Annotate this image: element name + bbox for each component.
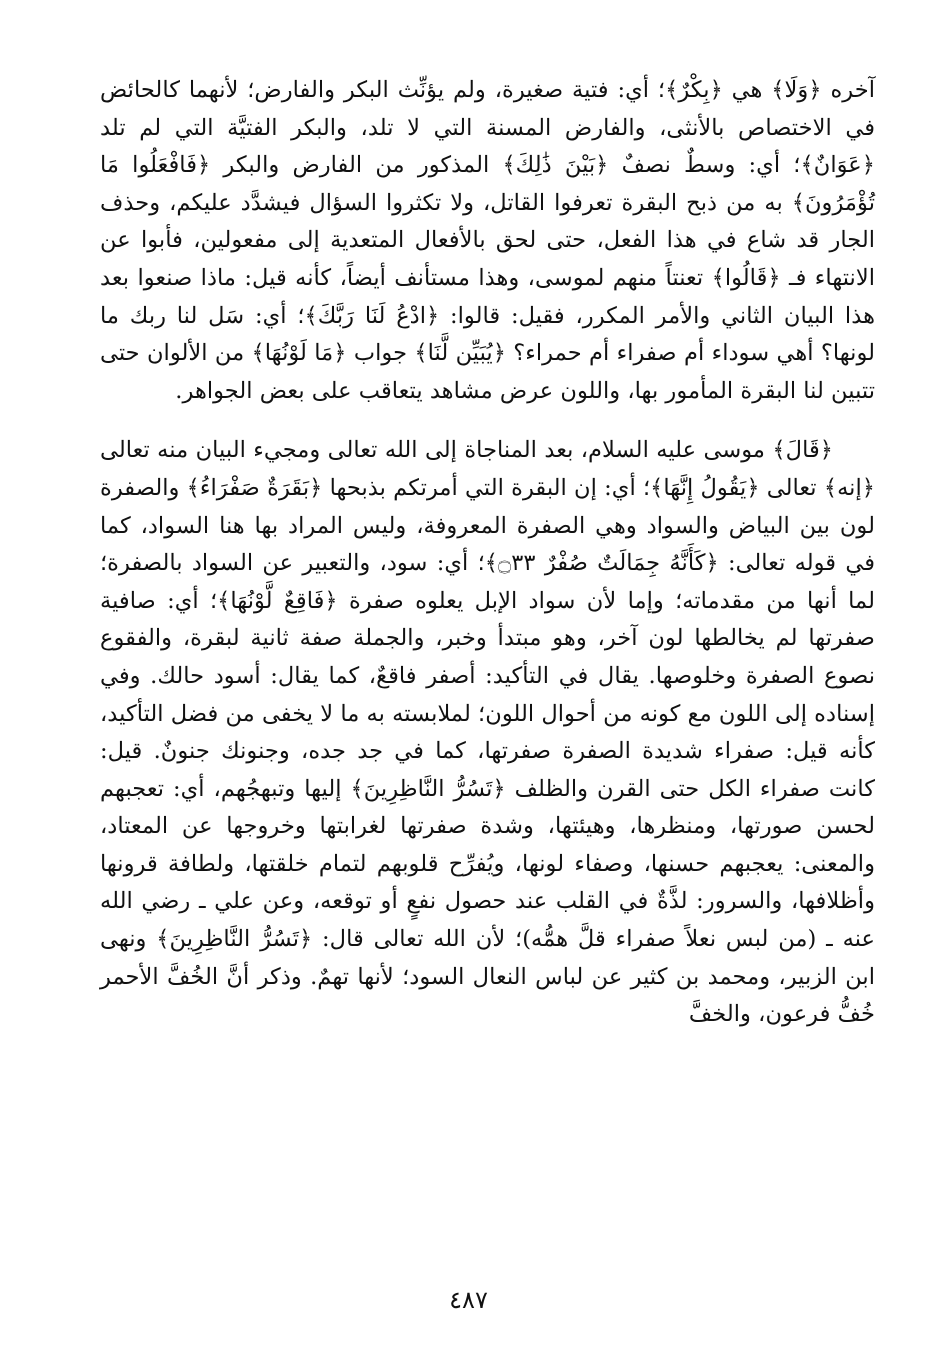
page-number: ٤٨٧ [449, 1286, 488, 1314]
paragraph-1: آخره ﴿وَلَا﴾ هي ﴿بِكْرٌ﴾؛ أي: فتية صغيرة، ولم يؤنِّث البكر والفارض؛ لأنهما كالحائض في الاختصاص بالأنثى، والفارض المسنة التي لا تلد، والبكر الفتيَّة التي لم تلد ﴿عَوَانٌ﴾؛ أي: وسطٌ نصفٌ ﴿بَيْنَ ذَٰلِكَ﴾ المذكور من الفارض والبكر ﴿فَافْعَلُوا مَا تُؤْمَرُونَ﴾ به من ذبح البقرة تعرفوا القاتل، ولا تكثروا السؤال فيشدَّد عليكم، وحذف الجار قد شاع في هذا الفعل، حتى لحق بالأفعال المتعدية إلى مفعولين، فأبوا عن الانتهاء فـ ﴿قَالُوا﴾ تعنتاً منهم لموسى، وهذا مستأنف أيضاً، كأنه قيل: ماذا صنعوا بعد هذا البيان الثاني والأمر المكرر، فقيل: قالوا: ﴿ادْعُ لَنَا رَبَّكَ﴾؛ أي: سَل لنا ربك ما لونها؟ أهي سوداء أم صفراء أم حمراء؟ ﴿يُبَيِّن لَّنَا﴾ جواب ﴿مَا لَوْنُهَا﴾ من الألوان حتى تتبين لنا البقرة المأمور بها، واللون عرض مشاهد يتعاقب على بعض الجواهر. [100, 77, 875, 404]
paragraph-2: ﴿قَالَ﴾ موسى عليه السلام، بعد المناجاة إلى الله تعالى ومجيء البيان منه تعالى ﴿إنه﴾ تعالى ﴿يَقُولُ إِنَّهَا﴾؛ أي: إن البقرة التي أمرتكم بذبحها ﴿بَقَرَةٌ صَفْرَاءُ﴾ والصفرة لون بين البياض والسواد وهي الصفرة المعروفة، وليس المراد بها هنا السواد، كما في قوله تعالى: ﴿كَأَنَّهُ جِمَالَتٌ صُفْرٌ ۝٣٣﴾؛ أي: سود، والتعبير عن السواد بالصفرة؛ لما أنها من مقدماته؛ وإما لأن سواد الإبل يعلوه صفرة ﴿فَاقِعٌ لَّوْنُهَا﴾؛ أي: صافية صفرتها لم يخالطها لون آخر، وهو مبتدأ وخبر، والجملة صفة ثانية لبقرة، والفقوع نصوع الصفرة وخلوصها. يقال في التأكيد: أصفر فاقعٌ، كما يقال: أسود حالك. وفي إسناده إلى اللون مع كونه من أحوال اللون؛ لملابسته به ما لا يخفى من فضل التأكيد، كأنه قيل: صفراء شديدة الصفرة صفرتها، كما في جد جده، وجنونك جنونٌ. قيل: كانت صفراء الكل حتى القرن والظلف ﴿تَسُرُّ النَّاظِرِينَ﴾ إليها وتبهجُهم، أي: تعجبهم لحسن صورتها، ومنظرها، وهيئتها، وشدة صفرتها لغرابتها وخروجها عن المعتاد، والمعنى: يعجبهم حسنها، وصفاء لونها، ويُفرِّح قلوبهم لتمام خلقتها، ولطافة قرونها وأظلافها، والسرور: لذَّةٌ في القلب عند حصول نفعٍ أو توقعه، وعن علي ـ رضي الله عنه ـ (من لبس نعلاً صفراء قلَّ همُّه)؛ لأن الله تعالى قال: ﴿تَسُرُّ النَّاظِرِينَ﴾ ونهى ابن الزبير، ومحمد بن كثير عن لباس النعال السود؛ لأنها تهمٌ. وذكر أنَّ الخُفَّ الأحمر خُفُّ فرعون، والخفَّ [100, 437, 875, 1028]
